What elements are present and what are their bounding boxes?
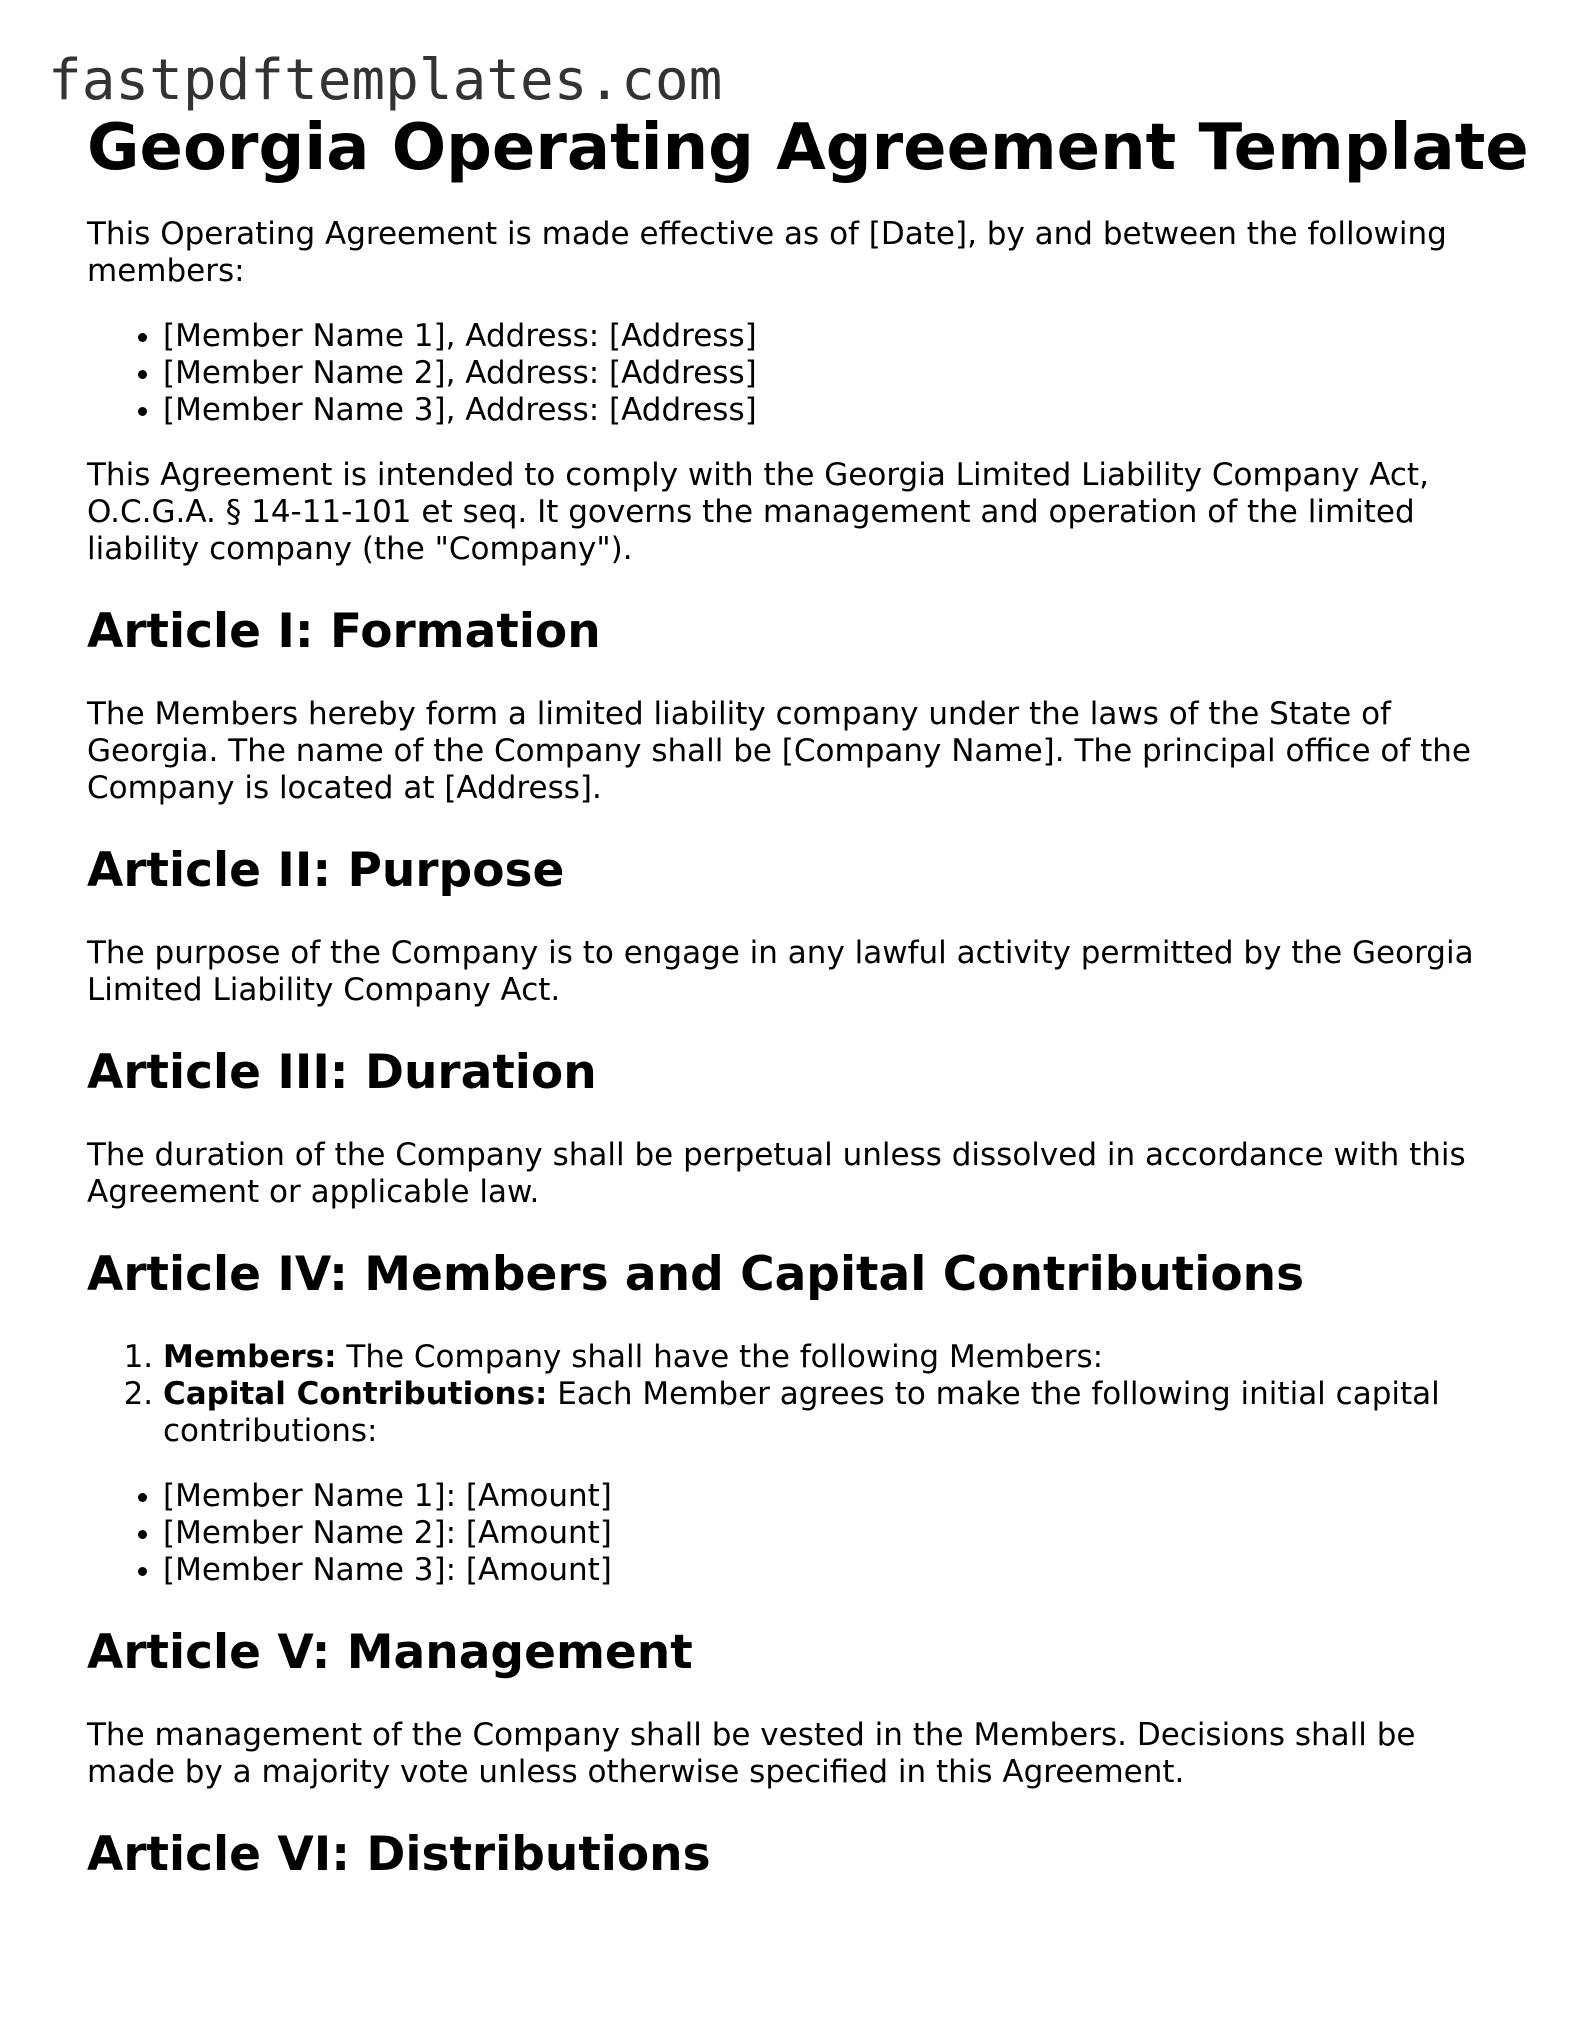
article-4-heading: Article IV: Members and Capital Contributions xyxy=(87,1247,1305,1302)
members-list xyxy=(87,318,1487,429)
contributions-list xyxy=(87,1478,1487,1589)
list-item: • [Member Name 3], Address: [Address] xyxy=(163,392,1487,429)
article-5-text: The management of the Company shall be vested in the Members. Decisions shall be made by a majority vote unless otherwise specified in this Agreement. xyxy=(87,1717,1416,1790)
capital-contributions-text: Each Member agrees to make the following initial capital contributions: xyxy=(163,1376,1440,1449)
article-5-heading: Article V: Management xyxy=(87,1625,693,1680)
list-item: • [Member Name 1], Address: [Address] xyxy=(163,318,1487,355)
article-3-heading: Article III: Duration xyxy=(87,1045,597,1100)
article-2-heading: Article II: Purpose xyxy=(87,843,565,898)
article-1-heading: Article I: Formation xyxy=(87,604,601,659)
members-item-text: The Company shall have the following Members: xyxy=(336,1339,1104,1375)
members-label: Members: xyxy=(163,1339,337,1375)
document-body xyxy=(87,108,1529,1919)
list-item xyxy=(163,1376,1487,1450)
document-title: Georgia Operating Agreement Template xyxy=(87,111,1529,185)
article-2-text: The purpose of the Company is to engage in any lawful activity permitted by the Georgia Limited Liability Company Act. xyxy=(87,935,1474,1008)
list-item: • [Member Name 2], Address: [Address] xyxy=(163,355,1487,392)
article-1-text: The Members hereby form a limited liability company under the laws of the State of Georgia. The name of the Company shall be [Company Name]. The principal office of the Company is located at [Address]. xyxy=(87,696,1471,806)
capital-contributions-label: Capital Contributions: xyxy=(163,1376,548,1412)
article-3-text: The duration of the Company shall be perpetual unless dissolved in accordance with this Agreement or applicable law. xyxy=(87,1137,1466,1210)
article-4-numbered-list xyxy=(87,1339,1487,1450)
compliance-paragraph: This Agreement is intended to comply with the Georgia Limited Liability Company Act, O.C.G.A. § 14-11-101 et seq. It governs the management and operation of the limited liability company (the "Company"). xyxy=(87,457,1429,567)
intro-paragraph: This Operating Agreement is made effective as of [Date], by and between the following members: xyxy=(87,216,1447,289)
list-item: • [Member Name 3]: [Amount] xyxy=(163,1552,1487,1589)
list-item xyxy=(163,1339,1487,1376)
watermark-text: fastpdftemplates.com xyxy=(48,48,723,113)
list-item: • [Member Name 1]: [Amount] xyxy=(163,1478,1487,1515)
list-item: • [Member Name 2]: [Amount] xyxy=(163,1515,1487,1552)
article-6-heading: Article VI: Distributions xyxy=(87,1827,711,1882)
